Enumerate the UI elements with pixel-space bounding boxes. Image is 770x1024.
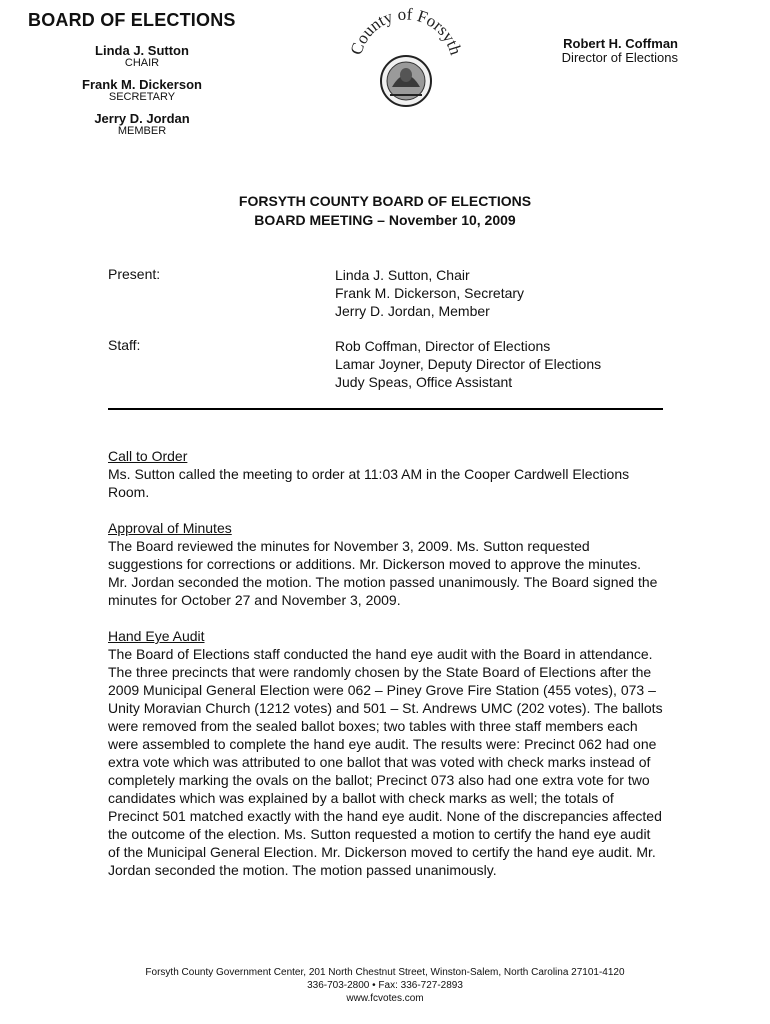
member-role: MEMBER (117, 125, 167, 137)
county-seal (350, 5, 462, 117)
member-name: Linda J. Sutton (95, 43, 189, 58)
section-body: The Board reviewed the minutes for November 3, 2009. Ms. Sutton requested suggestions for corrections or additions. Mr. Dickerson moved to approve the minutes. Mr. Jordan seconded the motion. The motion passed unanimously. The Board signed the minutes for October 27 and November 3, 2009. (108, 538, 658, 608)
footer-address: Forsyth County Government Center, 201 North Chestnut Street, Winston-Salem, North Carolina 27101-4120 (145, 967, 625, 978)
member-name: Frank M. Dickerson (82, 77, 202, 92)
divider (108, 408, 663, 410)
section-title: Hand Eye Audit (108, 628, 205, 644)
section-body: Ms. Sutton called the meeting to order at 11:03 AM in the Cooper Cardwell Elections Room. (108, 466, 630, 500)
svg-text:County of Forsyth (350, 5, 462, 58)
member-role: CHAIR (124, 57, 160, 69)
footer-phones: 336-703-2800 • Fax: 336-727-2893 (307, 980, 463, 991)
member-role: SECRETARY (108, 91, 176, 103)
member-member (52, 112, 232, 137)
list-item: Frank M. Dickerson, Secretary (335, 285, 525, 301)
seal-text: ounty of Forsyt (351, 5, 462, 50)
org-title: BOARD OF ELECTIONS (28, 10, 236, 30)
present-list (335, 266, 524, 320)
section-approval-of-minutes (108, 519, 664, 609)
member-name: Jerry D. Jordan (94, 111, 190, 126)
staff-list (335, 337, 601, 391)
section-hand-eye-audit (108, 627, 664, 879)
list-item: Linda J. Sutton, Chair (335, 267, 470, 283)
member-chair (52, 44, 232, 69)
list-item: Lamar Joyner, Deputy Director of Elections (335, 356, 602, 372)
director-block (562, 37, 678, 65)
staff-label: Staff: (108, 337, 141, 353)
footer-website: www.fcvotes.com (346, 993, 424, 1004)
section-call-to-order (108, 447, 664, 501)
list-item: Rob Coffman, Director of Elections (335, 338, 551, 354)
present-label: Present: (108, 266, 161, 282)
document-heading-line1: FORSYTH COUNTY BOARD OF ELECTIONS (238, 193, 532, 209)
document-heading-line2: BOARD MEETING – November 10, 2009 (254, 212, 516, 228)
section-body: The Board of Elections staff conducted the hand eye audit with the Board in attendance. The three precincts that were randomly chosen by the State Board of Elections after the 2009 Municipal General Election were 062 – Piney Grove Fire Station (455 votes), 073 – Unity Moravian Church (1212 votes) and 501 – St. Andrews UMC (202 votes). The ballots were removed from the sealed ballot boxes; two tables with three staff members each were assembled to complete the hand eye audit. The results were: Precinct 062 had one extra vote which was attributed to one ballot that was voted with check marks instead of completely marking the ovals on the ballot; Precinct 073 also had one extra vote for two candidates which was explained by a ballot with check marks as well; the totals of Precinct 501 matched exactly with the hand eye audit. None of the discrepancies affected the outcome of the election. Ms. Sutton requested a motion to certify the hand eye audit of the Municipal General Election. Mr. Dickerson moved to certify the hand eye audit. Mr. Jordan seconded the motion. The motion passed unanimously. (108, 646, 663, 878)
footer (0, 966, 770, 1005)
director-role: Director of Elections (561, 50, 678, 65)
county-seal-icon (350, 5, 462, 117)
section-title: Call to Order (108, 448, 188, 464)
list-item: Judy Speas, Office Assistant (335, 374, 513, 390)
director-name: Robert H. Coffman (563, 36, 678, 51)
section-title: Approval of Minutes (108, 520, 232, 536)
list-item: Jerry D. Jordan, Member (335, 303, 490, 319)
member-secretary (52, 78, 232, 103)
